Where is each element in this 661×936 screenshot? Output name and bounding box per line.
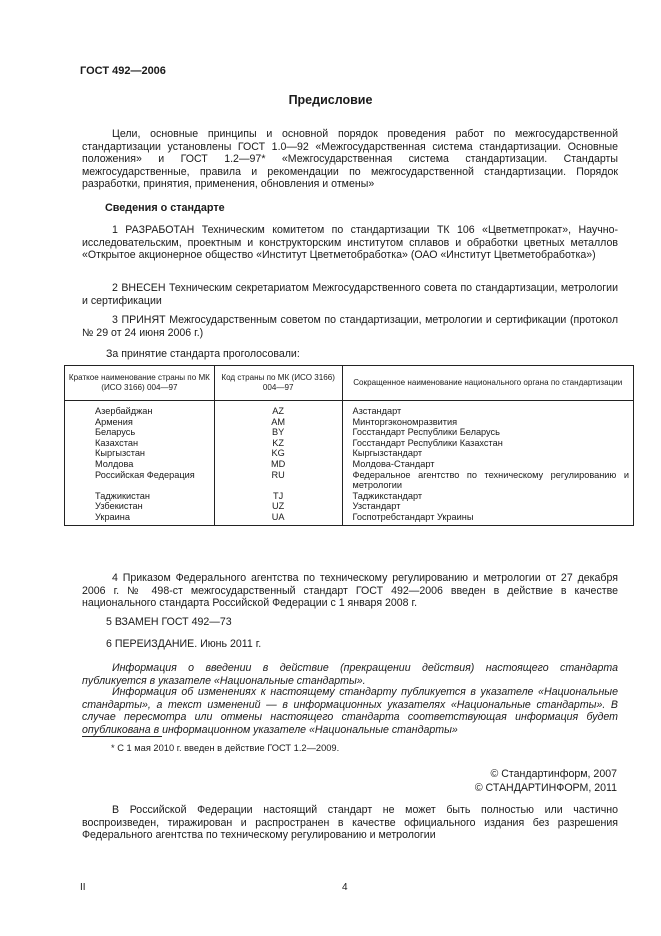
cell-body: Госстандарт Республики Казахстан xyxy=(342,438,633,449)
copyright-2011: © СТАНДАРТИНФОРМ, 2011 xyxy=(474,782,617,794)
item-4-text: 4 Приказом Федерального агентства по техническому регулированию и метрологии от 27 декабря 2006 г. № 498-ст межгосударственный стандарт ГОСТ 492—2006 введен в действие в качестве национального стандарта Российской Федерации с 1 января 2008 г. xyxy=(82,572,618,610)
cell-body: Таджикстандарт xyxy=(342,491,633,502)
legal-notice xyxy=(82,804,618,842)
cell-code: KG xyxy=(214,448,342,459)
cell-country: Азербайджан xyxy=(65,401,215,417)
cell-code: UA xyxy=(214,512,342,525)
table-row xyxy=(65,401,634,417)
cell-body: Госпотребстандарт Украины xyxy=(342,512,633,525)
cell-body: Кыргызстандарт xyxy=(342,448,633,459)
item-5: 5 ВЗАМЕН ГОСТ 492—73 xyxy=(106,616,232,628)
cell-body: Минторгэкономразвития xyxy=(342,417,633,428)
table-row xyxy=(65,427,634,438)
cell-code: MD xyxy=(214,459,342,470)
item-1-text: 1 РАЗРАБОТАН Техническим комитетом по стандартизации ТК 106 «Цветметпрокат», Научно-исследовательским, проектным и конструкторским институтом сплавов и обработки цветных металлов «Открытое акционерное общество «Институт Цветметобработка» (ОАО «Институт Цветметобработка») xyxy=(82,224,618,262)
table-row xyxy=(65,491,634,502)
roman-page-number: II xyxy=(80,882,86,893)
cell-country: Беларусь xyxy=(65,427,215,438)
footnote: * С 1 мая 2010 г. введен в действие ГОСТ 1.2—2009. xyxy=(111,743,340,753)
footnote-divider xyxy=(82,736,162,737)
page-title: Предисловие xyxy=(288,93,373,107)
item-3 xyxy=(82,314,618,339)
cell-code: RU xyxy=(214,470,342,491)
info-heading: Сведения о стандарте xyxy=(105,202,225,214)
cell-country: Казахстан xyxy=(65,438,215,449)
cell-code: AZ xyxy=(214,401,342,417)
table-row xyxy=(65,459,634,470)
cell-body: Молдова-Стандарт xyxy=(342,459,633,470)
table-row xyxy=(65,470,634,491)
cell-code: AM xyxy=(214,417,342,428)
header-code: Код страны по МК (ИСО 3166) 004—97 xyxy=(214,366,342,401)
cell-body: Узстандарт xyxy=(342,501,633,512)
cell-body: Азстандарт xyxy=(342,401,633,417)
note-introduction xyxy=(82,662,618,687)
note-changes-text: Информация об изменениях к настоящему стандарту публикуется в указателе «Национальные стандарты», а текст изменений — в информационных указателях «Национальные стандарты». В случае пересмотра или отмены настоящего стандарта соответствующая информация будет опубликована в информационном указателе «Национальные стандарты» xyxy=(82,686,618,736)
legal-notice-text: В Российской Федерации настоящий стандарт не может быть полностью или частично воспроизведен, тиражирован и распространен в качестве официального издания без разрешения Федерального агентства по техническому регулированию и метрологии xyxy=(82,804,618,842)
cell-country: Украина xyxy=(65,512,215,525)
item-2-text: 2 ВНЕСЕН Техническим секретариатом Межгосударственного совета по стандартизации, метрологии и сертификации xyxy=(82,282,618,307)
intro-text: Цели, основные принципы и основной порядок проведения работ по межгосударственной стандартизации установлены ГОСТ 1.0—92 «Межгосударственная система стандартизации. Основные положения» и ГОСТ 1.2—97* «Межгосударственная система стандартизации. Стандарты межгосударственные, правила и рекомендации по межгосударственной стандартизации. Порядок разработки, принятия, применения, обновления и отмены» xyxy=(82,128,618,191)
note-introduction-text: Информация о введении в действие (прекращении действия) настоящего стандарта публикуется в указателе «Национальные стандарты». xyxy=(82,662,618,687)
table-header-row xyxy=(65,366,634,401)
cell-code: TJ xyxy=(214,491,342,502)
cell-body: Федеральное агентство по техническому регулированию и метрологии xyxy=(342,470,633,491)
header-country: Краткое наименование страны по МК (ИСО 3166) 004—97 xyxy=(65,366,215,401)
cell-country: Кыргызстан xyxy=(65,448,215,459)
table-row xyxy=(65,501,634,512)
copyright-2007: © Стандартинформ, 2007 xyxy=(490,768,617,780)
item-1 xyxy=(82,224,618,262)
voting-table xyxy=(64,365,634,526)
table-row xyxy=(65,448,634,459)
table-row xyxy=(65,438,634,449)
intro-paragraph xyxy=(82,128,618,191)
standard-number-header: ГОСТ 492—2006 xyxy=(80,65,166,77)
vote-intro: За принятие стандарта проголосовали: xyxy=(106,348,300,360)
note-changes xyxy=(82,686,618,736)
table-row xyxy=(65,417,634,428)
item-2 xyxy=(82,282,618,307)
cell-country: Узбекистан xyxy=(65,501,215,512)
cell-code: KZ xyxy=(214,438,342,449)
item-3-text: 3 ПРИНЯТ Межгосударственным советом по стандартизации, метрологии и сертификации (протокол № 29 от 24 июня 2006 г.) xyxy=(82,314,618,339)
item-6: 6 ПЕРЕИЗДАНИЕ. Июнь 2011 г. xyxy=(106,638,262,650)
table-row xyxy=(65,512,634,525)
page-number: 4 xyxy=(342,882,348,893)
cell-country: Армения xyxy=(65,417,215,428)
cell-country: Таджикистан xyxy=(65,491,215,502)
header-body: Сокращенное наименование национального органа по стандартизации xyxy=(342,366,633,401)
cell-code: BY xyxy=(214,427,342,438)
cell-country: Молдова xyxy=(65,459,215,470)
cell-code: UZ xyxy=(214,501,342,512)
item-4 xyxy=(82,572,618,610)
cell-body: Госстандарт Республики Беларусь xyxy=(342,427,633,438)
cell-country: Российская Федерация xyxy=(65,470,215,491)
